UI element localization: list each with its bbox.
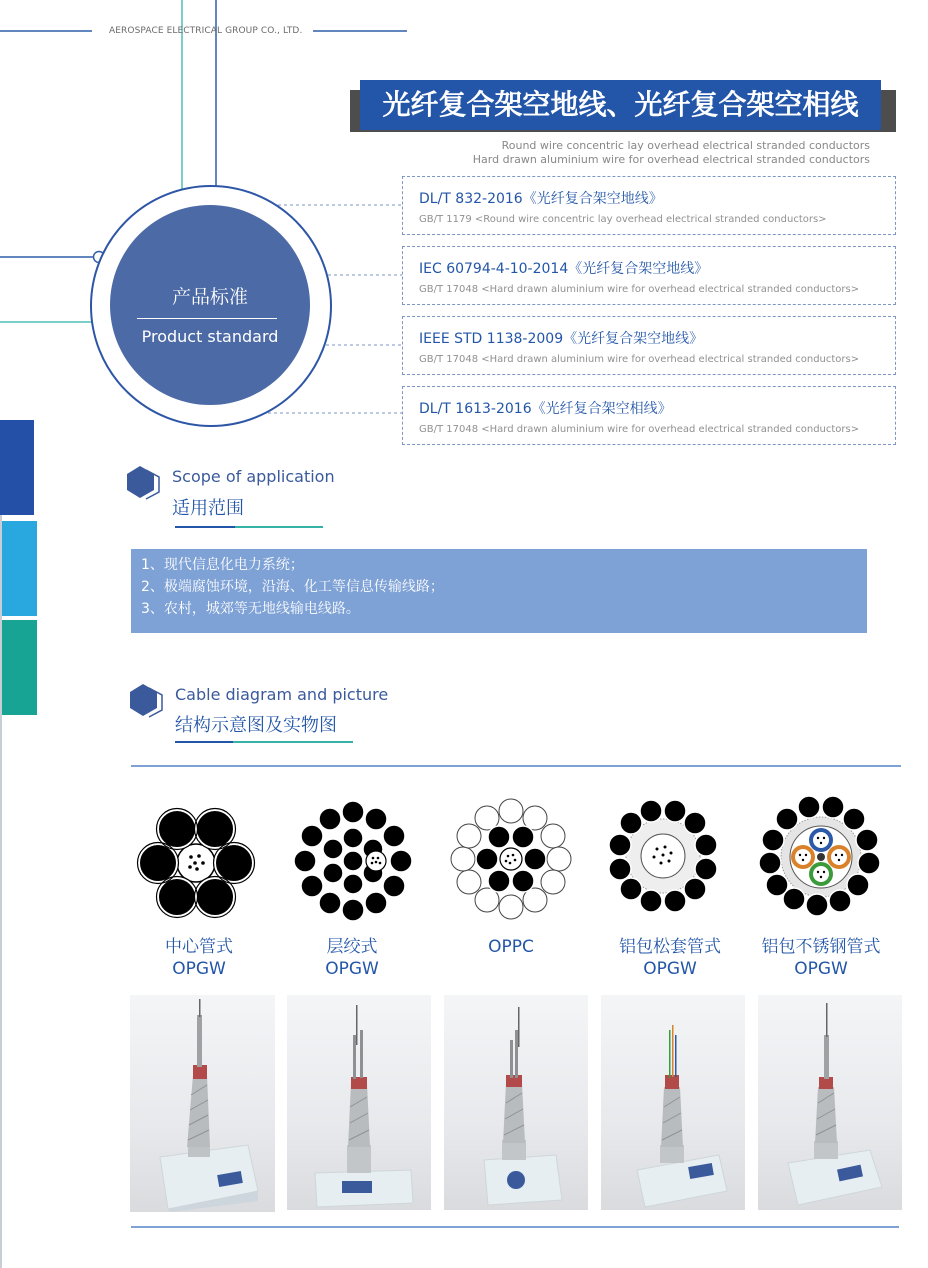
side-tab-sky	[2, 521, 37, 616]
standard-desc: GB/T 17048 <Hard drawn aluminium wire for overhead electrical stranded conductors>	[419, 284, 860, 295]
cable-type-name: OPPC	[488, 937, 534, 957]
section-rule-top	[131, 765, 901, 767]
standard-item-1	[402, 176, 896, 235]
cable-type-name: 中心管式	[165, 937, 233, 957]
diagram-central-tube	[134, 806, 258, 920]
cable-type-name: 层绞式	[326, 937, 378, 957]
standard-title: IEC 60794-4-10-2014《光纤复合架空地线》	[419, 261, 709, 277]
standard-item-3	[402, 316, 896, 375]
cable-type-name: 铝包松套管式	[619, 937, 721, 957]
cable-type-label-4	[600, 936, 740, 980]
diagram-al-loose-tube	[603, 799, 723, 914]
scope-list	[131, 549, 867, 633]
side-rule	[0, 515, 2, 1268]
cable-photo-1	[130, 995, 275, 1212]
scope-underline	[175, 526, 235, 528]
cable-type-code: OPGW	[172, 959, 226, 979]
scope-item: 1、现代信息化电力系统；	[141, 557, 304, 573]
standard-desc: GB/T 17048 <Hard drawn aluminium wire for overhead electrical stranded conductors>	[419, 354, 860, 365]
cable-type-code: OPGW	[325, 959, 379, 979]
cable-type-label-2	[287, 936, 417, 980]
cable-type-label-3	[446, 936, 576, 958]
hexagon-icon	[129, 682, 167, 718]
product-standard-label-cn: 产品标准	[171, 286, 248, 308]
scope-item: 3、农村，城郊等无地线输电线路。	[141, 601, 360, 617]
scope-underline-accent	[235, 526, 323, 528]
scope-heading-cn: 适用范围	[172, 498, 244, 519]
cable-heading-cn: 结构示意图及实物图	[175, 715, 337, 736]
cable-type-code: OPGW	[643, 959, 697, 979]
hexagon-icon	[126, 464, 164, 500]
standard-desc: GB/T 17048 <Hard drawn aluminium wire for overhead electrical stranded conductors>	[419, 424, 860, 435]
diagram-al-stainless-tube	[757, 795, 885, 919]
product-standard-divider	[137, 318, 277, 319]
cable-underline	[175, 741, 233, 743]
company-name: AEROSPACE ELECTRICAL GROUP CO., LTD.	[109, 26, 303, 36]
side-tab-teal	[2, 620, 37, 715]
cable-heading-en: Cable diagram and picture	[175, 685, 389, 704]
cable-underline-accent	[233, 741, 353, 743]
subtitle-1: Round wire concentric lay overhead electrical stranded conductors	[501, 139, 870, 152]
product-standard-label-en: Product standard	[141, 327, 279, 346]
standard-item-2	[402, 246, 896, 305]
standard-desc: GB/T 1179 <Round wire concentric lay overhead electrical stranded conductors>	[419, 214, 827, 225]
scope-item: 2、极端腐蚀环境，沿海、化工等信息传输线路；	[141, 579, 444, 595]
cable-type-label-5	[752, 936, 890, 980]
cable-photo-4	[601, 995, 745, 1210]
standard-title: DL/T 832-2016《光纤复合架空地线》	[419, 191, 663, 207]
cable-type-name: 铝包不锈钢管式	[761, 937, 881, 957]
page-title: 光纤复合架空地线、光纤复合架空相线	[360, 80, 881, 130]
standard-title: IEEE STD 1138-2009《光纤复合架空地线》	[419, 331, 704, 347]
standard-title: DL/T 1613-2016《光纤复合架空相线》	[419, 401, 672, 417]
cable-photo-3	[444, 995, 588, 1210]
cable-type-code: OPGW	[794, 959, 848, 979]
subtitle-2: Hard drawn aluminium wire for overhead electrical stranded conductors	[472, 153, 870, 166]
diagram-layer-stranded	[293, 801, 413, 921]
section-rule-bottom	[131, 1226, 899, 1228]
cable-type-label-1	[134, 936, 264, 980]
cable-photo-5	[758, 995, 902, 1210]
standard-item-4	[402, 386, 896, 445]
scope-heading-en: Scope of application	[172, 467, 335, 486]
diagram-oppc	[449, 797, 573, 921]
cable-photo-2	[287, 995, 431, 1210]
